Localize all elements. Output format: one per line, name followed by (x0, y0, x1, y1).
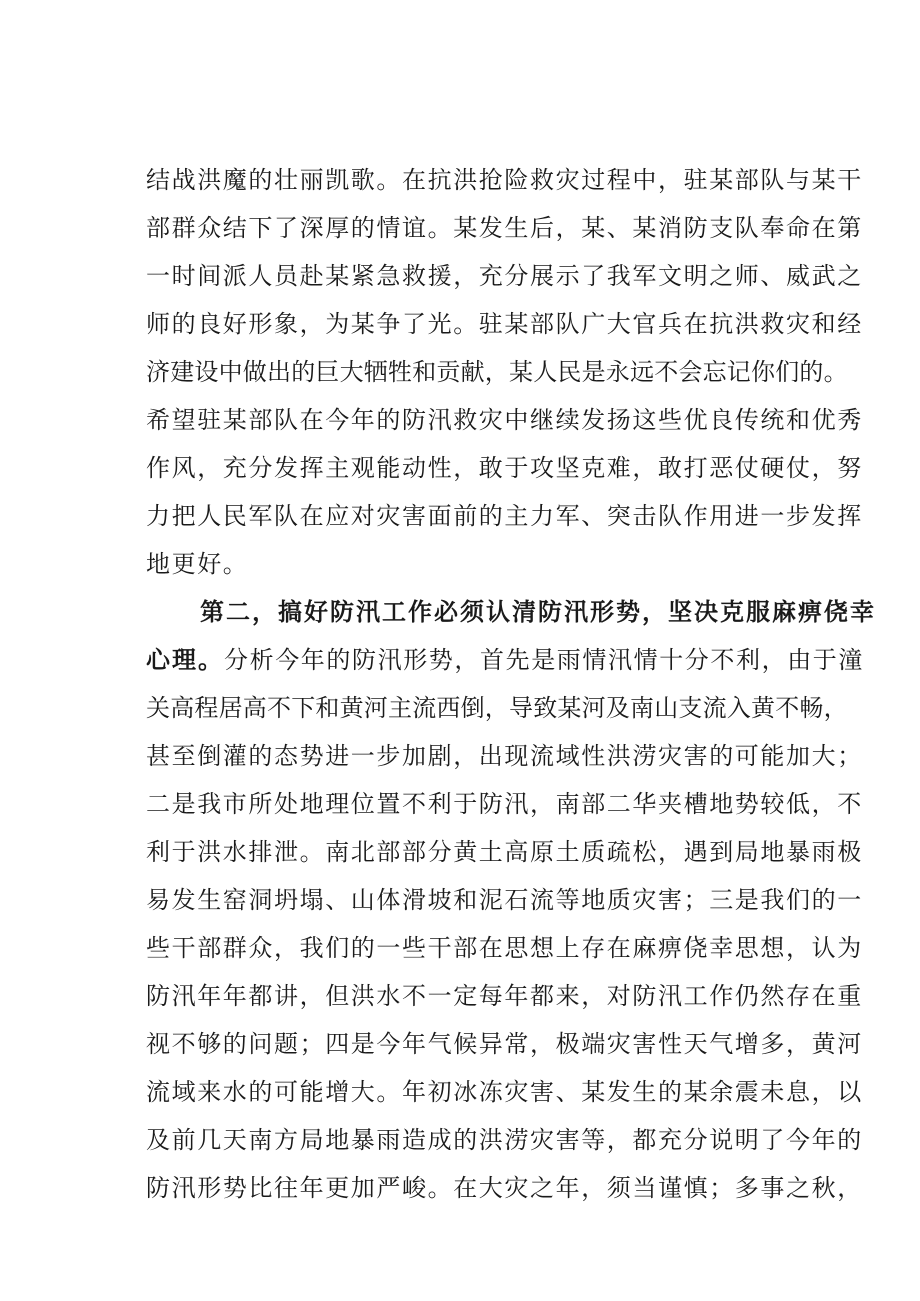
text-line: 易发生窑洞坍塌、山体滑坡和泥石流等地质灾害；三是我们的一 (146, 886, 863, 914)
text-line: 甚至倒灌的态势进一步加剧，出现流域性洪涝灾害的可能加大； (146, 742, 863, 770)
section-heading-end: 心理。 (146, 645, 224, 674)
text-line: 地更好。 (146, 550, 249, 578)
text-line (146, 636, 864, 684)
text-run: 分析今年的防汛形势，首先是雨情汛情十分不利，由于潼 (224, 646, 864, 674)
text-line: 结战洪魔的壮丽凯歌。在抗洪抢险救灾过程中，驻某部队与某干 (146, 166, 863, 194)
text-line: 一时间派人员赴某紧急救援，充分展示了我军文明之师、威武之 (146, 262, 863, 290)
text-line: 防汛形势比往年更加严峻。在大灾之年，须当谨慎；多事之秋， (146, 1174, 863, 1202)
body-text (146, 156, 876, 1212)
text-line: 师的良好形象，为某争了光。驻某部队广大官兵在抗洪救灾和经 (146, 310, 863, 338)
text-line: 些干部群众，我们的一些干部在思想上存在麻痹侥幸思想，认为 (146, 934, 863, 962)
text-line: 利于洪水排泄。南北部部分黄土高原土质疏松，遇到局地暴雨极 (146, 838, 863, 866)
text-line: 及前几天南方局地暴雨造成的洪涝灾害等，都充分说明了今年的 (146, 1126, 863, 1154)
text-line: 力把人民军队在应对灾害面前的主力军、突击队作用进一步发挥 (146, 502, 863, 530)
paragraph-2 (146, 588, 876, 1212)
text-line: 济建设中做出的巨大牺牲和贡献，某人民是永远不会忘记你们的。 (146, 358, 848, 386)
text-line: 二是我市所处地理位置不利于防汛，南部二华夹槽地势较低，不 (146, 790, 863, 818)
text-line: 流域来水的可能增大。年初冰冻灾害、某发生的某余震未息，以 (146, 1078, 863, 1106)
text-line: 防汛年年都讲，但洪水不一定每年都来，对防汛工作仍然存在重 (146, 982, 863, 1010)
text-line: 作风，充分发挥主观能动性，敢于攻坚克难，敢打恶仗硬仗，努 (146, 454, 863, 482)
paragraph-1 (146, 156, 863, 588)
text-line: 部群众结下了深厚的情谊。某发生后，某、某消防支队奉命在第 (146, 214, 863, 242)
text-line: 视不够的问题；四是今年气候异常，极端灾害性天气增多，黄河 (146, 1030, 863, 1058)
text-line: 希望驻某部队在今年的防汛救灾中继续发扬这些优良传统和优秀 (146, 406, 863, 434)
text-line: 关高程居高不下和黄河主流西倒，导致某河及南山支流入黄不畅， (146, 694, 848, 722)
section-heading: 第二，搞好防汛工作必须认清防汛形势，坚决克服麻痹侥幸 (200, 597, 876, 626)
